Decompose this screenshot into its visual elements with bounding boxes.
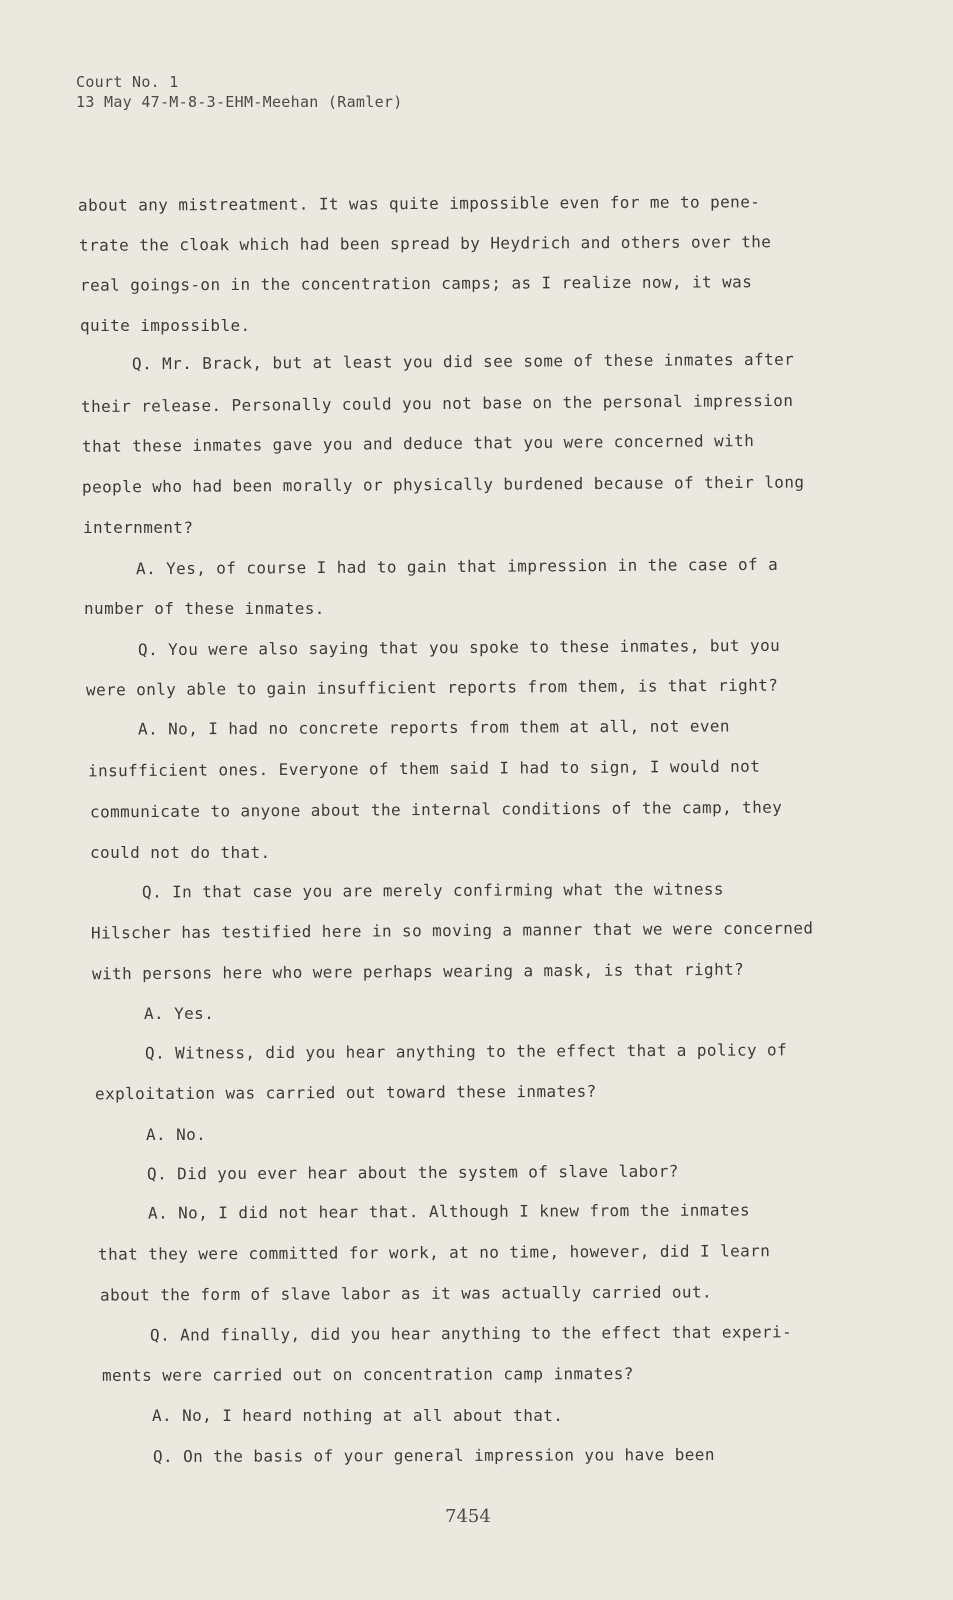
text-line: A. Yes, of course I had to gain that impression in the case of a	[135, 554, 779, 579]
text-line: were only able to gain insufficient reports from them, is that right?	[85, 675, 779, 700]
text-line: their release. Personally could you not base on the personal impression	[80, 390, 794, 417]
court-number: Court No. 1	[76, 73, 179, 91]
text-line: real goings-on in the concentration camps; as I realize now, it was	[79, 272, 753, 295]
text-line: communicate to anyone about the internal conditions of the camp, they	[89, 797, 783, 822]
text-line: about the form of slave labor as it was actually carried out.	[99, 1282, 713, 1305]
text-line: quite impossible.	[80, 316, 251, 335]
text-line: Q. And finally, did you hear anything to the effect that experi-	[149, 1322, 793, 1345]
text-line: number of these inmates.	[84, 599, 325, 618]
text-line: Q. Witness, did you hear anything to the effect that a policy of	[144, 1040, 788, 1063]
text-line: Q. In that case you are merely confirming what the witness	[141, 879, 724, 902]
text-line: people who had been morally or physically burdened because of their long	[81, 472, 805, 497]
text-line: Hilscher has testified here in so moving a manner that we were concerned	[90, 918, 814, 943]
text-line: A. No.	[146, 1125, 207, 1144]
text-line: Q. On the basis of your general impression you have been	[152, 1445, 715, 1466]
text-line: exploitation was carried out toward these inmates?	[94, 1081, 597, 1104]
text-line: A. Yes.	[144, 1004, 215, 1023]
text-line: Q. Mr. Brack, but at least you did see some of these inmates after	[131, 349, 795, 374]
text-line: Q. You were also saying that you spoke to these inmates, but you	[137, 635, 781, 660]
text-line: internment?	[83, 518, 194, 537]
text-line: about any mistreatment. It was quite impossible even for me to pene-	[77, 192, 761, 215]
text-line: ments were carried out on concentration camp inmates?	[101, 1364, 634, 1385]
session-reference: 13 May 47-M-8-3-EHM-Meehan (Ramler)	[76, 93, 403, 111]
text-line: that they were committed for work, at no time, however, did I learn	[97, 1241, 771, 1264]
text-line: that these inmates gave you and deduce that you were concerned with	[81, 431, 755, 456]
text-line: insufficient ones. Everyone of them said I had to sign, I would not	[87, 756, 761, 781]
text-line: A. No, I heard nothing at all about that.	[152, 1406, 564, 1425]
page-number: 7454	[445, 1506, 491, 1527]
text-line: Q. Did you ever hear about the system of slave labor?	[146, 1161, 679, 1184]
text-line: with persons here who were perhaps wearing a mask, is that right?	[91, 959, 745, 984]
text-line: could not do that.	[90, 843, 271, 862]
page-header	[76, 72, 403, 112]
text-line: A. No, I had no concrete reports from them at all, not even	[137, 716, 730, 739]
text-line: A. No, I did not hear that. Although I knew from the inmates	[147, 1200, 751, 1223]
text-line: trate the cloak which had been spread by Heydrich and others over the	[78, 232, 772, 255]
